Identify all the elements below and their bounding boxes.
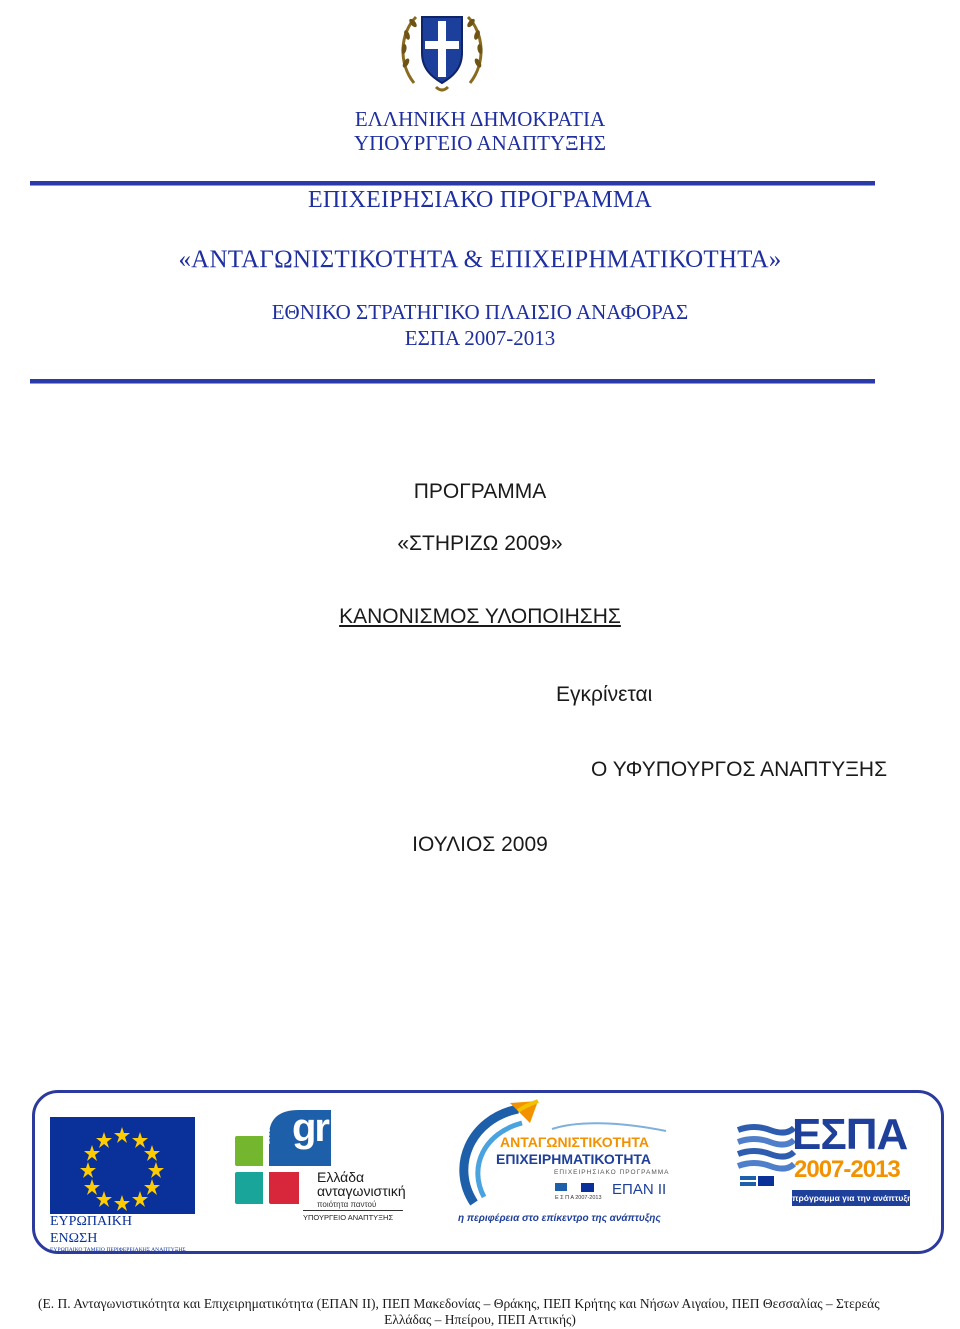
gr-years: 2005 2010: [265, 1110, 272, 1144]
framework-title: ΕΘΝΙΚΟ ΣΤΡΑΤΗΓΙΚΟ ΠΛΑΙΣΙΟ ΑΝΑΦΟΡΑΣ: [271, 300, 689, 324]
espa-small-flag: [555, 1183, 567, 1191]
espa-logo: [736, 1110, 913, 1214]
eu-line1: ΕΥΡΩΠΑΙΚΗ: [50, 1214, 132, 1229]
gr-tagline: ποιότητα παντού: [317, 1200, 377, 1209]
gr-line2: ανταγωνιστική: [317, 1183, 406, 1199]
program-heading: ΕΠΙΧΕΙΡΗΣΙΑΚΟ ΠΡΟΓΡΑΜΜΑ: [308, 187, 652, 213]
gr-line1: Ελλάδα: [317, 1169, 365, 1185]
epan-slogan: η περιφέρεια στο επίκεντρο της ανάπτυξης: [458, 1213, 661, 1224]
footer-line1: (Ε. Π. Ανταγωνιστικότητα και Επιχειρηματικότητα (ΕΠΑΝ ΙΙ), ΠΕΠ Μακεδονίας – Θράκης, ΠΕΠ Κρήτης και Νήσων Αιγαίου, ΠΕΠ Θεσσαλίας – Στερεάς: [38, 1296, 880, 1311]
eu-star: [80, 1162, 96, 1178]
eu-star: [96, 1132, 112, 1148]
espa-years: 2007-2013: [794, 1156, 900, 1183]
footer-line2: Ελλάδας – Ηπείρου, ΠΕΠ Αττικής): [384, 1312, 576, 1327]
eu-star: [114, 1195, 130, 1211]
gr-mark: gr: [292, 1106, 328, 1150]
epan-line1: ΑΝΤΑΓΩΝΙΣΤΙΚΟΤΗΤΑ: [500, 1134, 649, 1150]
document-date: ΙΟΥΛΙΟΣ 2009: [412, 833, 548, 856]
eu-star: [144, 1179, 160, 1195]
eu-small-flag: [581, 1183, 594, 1192]
eu-star: [84, 1145, 100, 1161]
espa-mark: ΕΣΠΑ: [792, 1110, 908, 1159]
eu-star: [132, 1191, 148, 1207]
program-name: «ΑΝΤΑΓΩΝΙΣΤΙΚΟΤΗΤΑ & ΕΠΙΧΕΙΡΗΜΑΤΙΚΟΤΗΤΑ»: [178, 246, 782, 273]
greek-emblem: [394, 3, 490, 95]
greek-coat-of-arms-icon: [394, 3, 490, 95]
program-title: «ΣΤΗΡΙΖΩ 2009»: [397, 532, 563, 555]
espa-logo: [736, 1118, 796, 1188]
eu-star: [132, 1132, 148, 1148]
epan-sub: ΕΠΙΧΕΙΡΗΣΙΑΚΟ ΠΡΟΓΡΑΜΜΑ: [554, 1169, 670, 1176]
epan-line2: ΕΠΙΧΕΙΡΗΜΑΤΙΚΟΤΗΤΑ: [496, 1151, 652, 1167]
eu-star: [114, 1127, 130, 1143]
gr-ministry-rule: [303, 1210, 403, 1211]
espa-slogan: πρόγραμμα για την ανάπτυξη: [792, 1190, 910, 1206]
republic-title: ΕΛΛΗΝΙΚΗ ΔΗΜΟΚΡΑΤΙΑ: [354, 107, 606, 131]
signatory: Ο ΥΦΥΠΟΥΡΓΟΣ ΑΝΑΠΤΥΞΗΣ: [591, 758, 888, 781]
top-divider: [30, 181, 875, 185]
eu-logo: [50, 1117, 195, 1214]
ministry-title: ΥΠΟΥΡΓΕΙΟ ΑΝΑΠΤΥΞΗΣ: [353, 131, 607, 155]
eu-line2: ΕΝΩΣΗ: [50, 1231, 98, 1246]
eu-star: [96, 1191, 112, 1207]
approved-label: Εγκρίνεται: [556, 683, 653, 706]
eu-star: [84, 1179, 100, 1195]
gr-ministry: ΥΠΟΥΡΓΕΙΟ ΑΝΑΠΤΥΞΗΣ: [303, 1213, 394, 1222]
epan-badge: ΕΠΑΝ ΙΙ: [612, 1181, 667, 1198]
eu-flag-icon: [50, 1117, 195, 1214]
eu-star: [144, 1145, 160, 1161]
bottom-divider: [30, 379, 875, 383]
eu-star: [148, 1162, 164, 1178]
epan-espa-small: Ε Σ Π Α 2007-2013: [555, 1195, 602, 1201]
eu-fund: ΕΥΡΩΠΑΙΚΟ ΤΑΜΕΙΟ ΠΕΡΙΦΕΡΕΙΑΚΗΣ ΑΝΑΠΤΥΞΗΣ: [50, 1247, 186, 1253]
epan-logo: [456, 1097, 678, 1232]
document-title: ΚΑΝΟΝΙΣΜΟΣ ΥΛΟΠΟΙΗΣΗΣ: [339, 605, 621, 628]
program-label: ΠΡΟΓΡΑΜΜΑ: [413, 480, 547, 503]
espa-period: ΕΣΠΑ 2007-2013: [404, 326, 556, 350]
